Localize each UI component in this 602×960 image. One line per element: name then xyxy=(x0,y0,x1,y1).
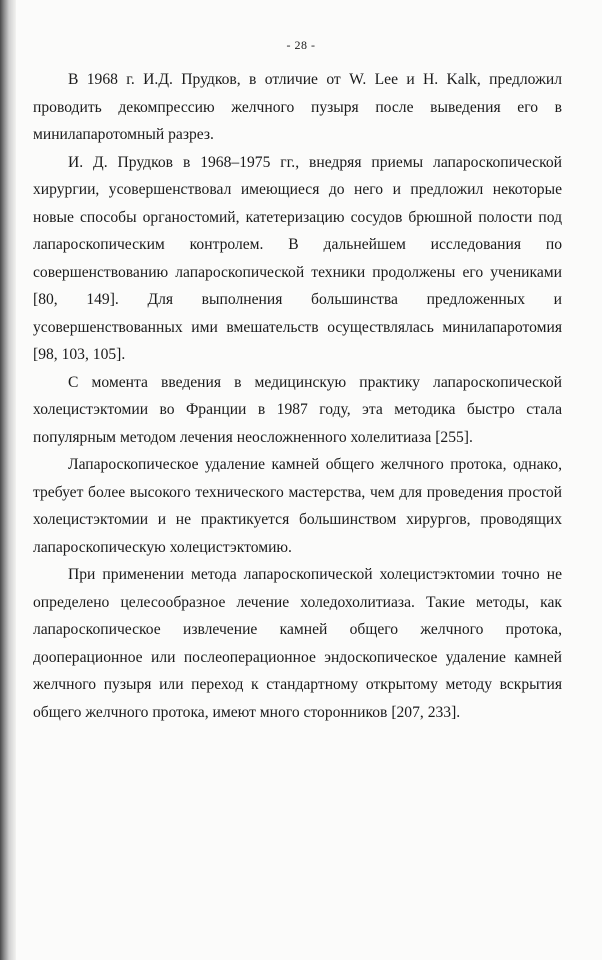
paragraph-2: И. Д. Прудков в 1968–1975 гг., внедряя приемы лапароскопической хирургии, усовершенствовал имеющиеся до него и предложил некоторые новые способы органостомий, катетеризацию сосудов брюшной полости под лапароскопическим контролем. В дальнейшем исследования по совершенствованию лапароскопической техники продолжены его учениками [80, 149]. Для выполнения большинства предложенных и усовершенствованных ими вмешательств осуществлялась минилапаротомия [98, 103, 105]. xyxy=(33,153,562,363)
paragraph-3: С момента введения в медицинскую практику лапароскопической холецистэктомии во Франции в 1987 году, эта методика быстро стала популярным методом лечения неосложненного холелитиаза [255]. xyxy=(33,373,562,446)
page-binding-shadow xyxy=(0,0,16,960)
body-text xyxy=(33,66,562,726)
paragraph-1: В 1968 г. И.Д. Прудков, в отличие от W. Lee и H. Kalk, предложил проводить декомпрессию желчного пузыря после выведения его в минилапаротомный разрез. xyxy=(33,71,562,143)
paragraph-5: При применении метода лапароскопической холецистэктомии точно не определено целесообразное лечение холедохолитиаза. Такие методы, как лапароскопическое извлечение камней общего желчного протока, дооперационное или послеоперационное эндоскопическое удаление камней желчного пузыря или переход к стандартному открытому методу вскрытия общего желчного протока, имеют много сторонников [207, 233]. xyxy=(33,566,562,721)
page-number: - 28 - xyxy=(286,38,316,52)
paragraph-4: Лапароскопическое удаление камней общего желчного протока, однако, требует более высокого технического мастерства, чем для проведения простой холецистэктомии и не практикуется большинством хирургов, проводящих лапароскопическую холецистэктомию. xyxy=(33,456,562,556)
